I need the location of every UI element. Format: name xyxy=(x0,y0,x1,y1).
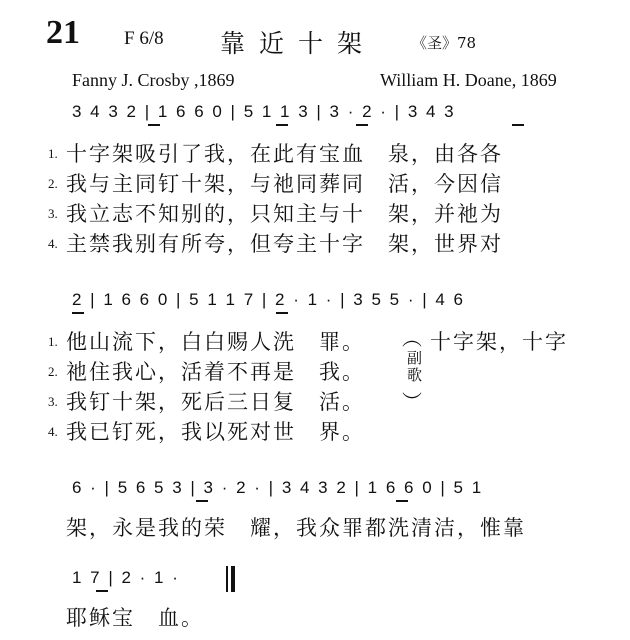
chorus-bracket-top: ︵ xyxy=(402,326,422,350)
beam-mark xyxy=(276,124,288,126)
chorus-bracket-bottom: ︶ xyxy=(402,390,422,414)
composer-credit: William H. Doane, 1869 xyxy=(380,70,557,90)
final-barline-thin xyxy=(226,566,228,592)
hymnal-reference: 《圣》78 xyxy=(412,34,477,52)
verse-number: 4. xyxy=(48,236,58,251)
verse-2-line-2: 祂住我心，活着不再是 我。 xyxy=(66,360,365,384)
verse-number: 3. xyxy=(48,394,58,409)
chorus-label: 副歌 xyxy=(405,350,423,384)
notation-line-1: 3 4 3 2 | 1 6 6 0 | 5 1 1 3 | 3 · 2 · | 3 4 3 xyxy=(72,102,455,121)
beam-mark xyxy=(396,500,408,502)
chorus-line-1: 十字架，十字 xyxy=(430,330,568,354)
notation-line-2: 2 | 1 6 6 0 | 5 1 1 7 | 2 · 1 · | 3 5 5 · | 4 6 xyxy=(72,290,464,309)
verse-number: 1. xyxy=(48,146,58,161)
verse-number: 4. xyxy=(48,424,58,439)
hymn-number: 21 xyxy=(46,14,80,51)
lyricist-credit: Fanny J. Crosby ,1869 xyxy=(72,70,235,90)
verse-1-line-2: 他山流下，白白赐人洗 罪。 xyxy=(66,330,365,354)
notation-line-3: 6 · | 5 6 5 3 | 3 · 2 · | 3 4 3 2 | 1 6 6 0 | 5 1 xyxy=(72,478,482,497)
verse-3-line-2: 我钉十架，死后三日复 活。 xyxy=(66,390,365,414)
verse-3-line-1: 我立志不知别的，只知主与十 架，并祂为 xyxy=(66,202,503,226)
chorus-line-2: 架，永是我的荣 耀，我众罪都洗清洁，惟靠 xyxy=(66,516,526,540)
final-barline-thick xyxy=(231,566,235,592)
verse-number: 1. xyxy=(48,334,58,349)
verse-1-line-1: 十字架吸引了我，在此有宝血 泉，由各各 xyxy=(66,142,503,166)
verse-number: 3. xyxy=(48,206,58,221)
verse-number: 2. xyxy=(48,176,58,191)
beam-mark xyxy=(512,124,524,126)
verse-number: 2. xyxy=(48,364,58,379)
beam-mark xyxy=(196,500,208,502)
beam-mark xyxy=(96,590,108,592)
verse-2-line-1: 我与主同钉十架，与祂同葬同 活，今因信 xyxy=(66,172,503,196)
beam-mark xyxy=(276,312,288,314)
key-signature: F 6/8 xyxy=(124,28,164,49)
beam-mark xyxy=(356,124,368,126)
verse-4-line-1: 主禁我别有所夸，但夸主十字 架，世界对 xyxy=(66,232,503,256)
notation-line-4: 1 7 | 2 · 1 · xyxy=(72,568,179,587)
chorus-line-3: 耶稣宝 血。 xyxy=(66,606,204,630)
hymn-title: 靠近十架 xyxy=(220,29,377,58)
beam-mark xyxy=(148,124,160,126)
verse-4-line-2: 我已钉死，我以死对世 界。 xyxy=(66,420,365,444)
beam-mark xyxy=(72,312,84,314)
